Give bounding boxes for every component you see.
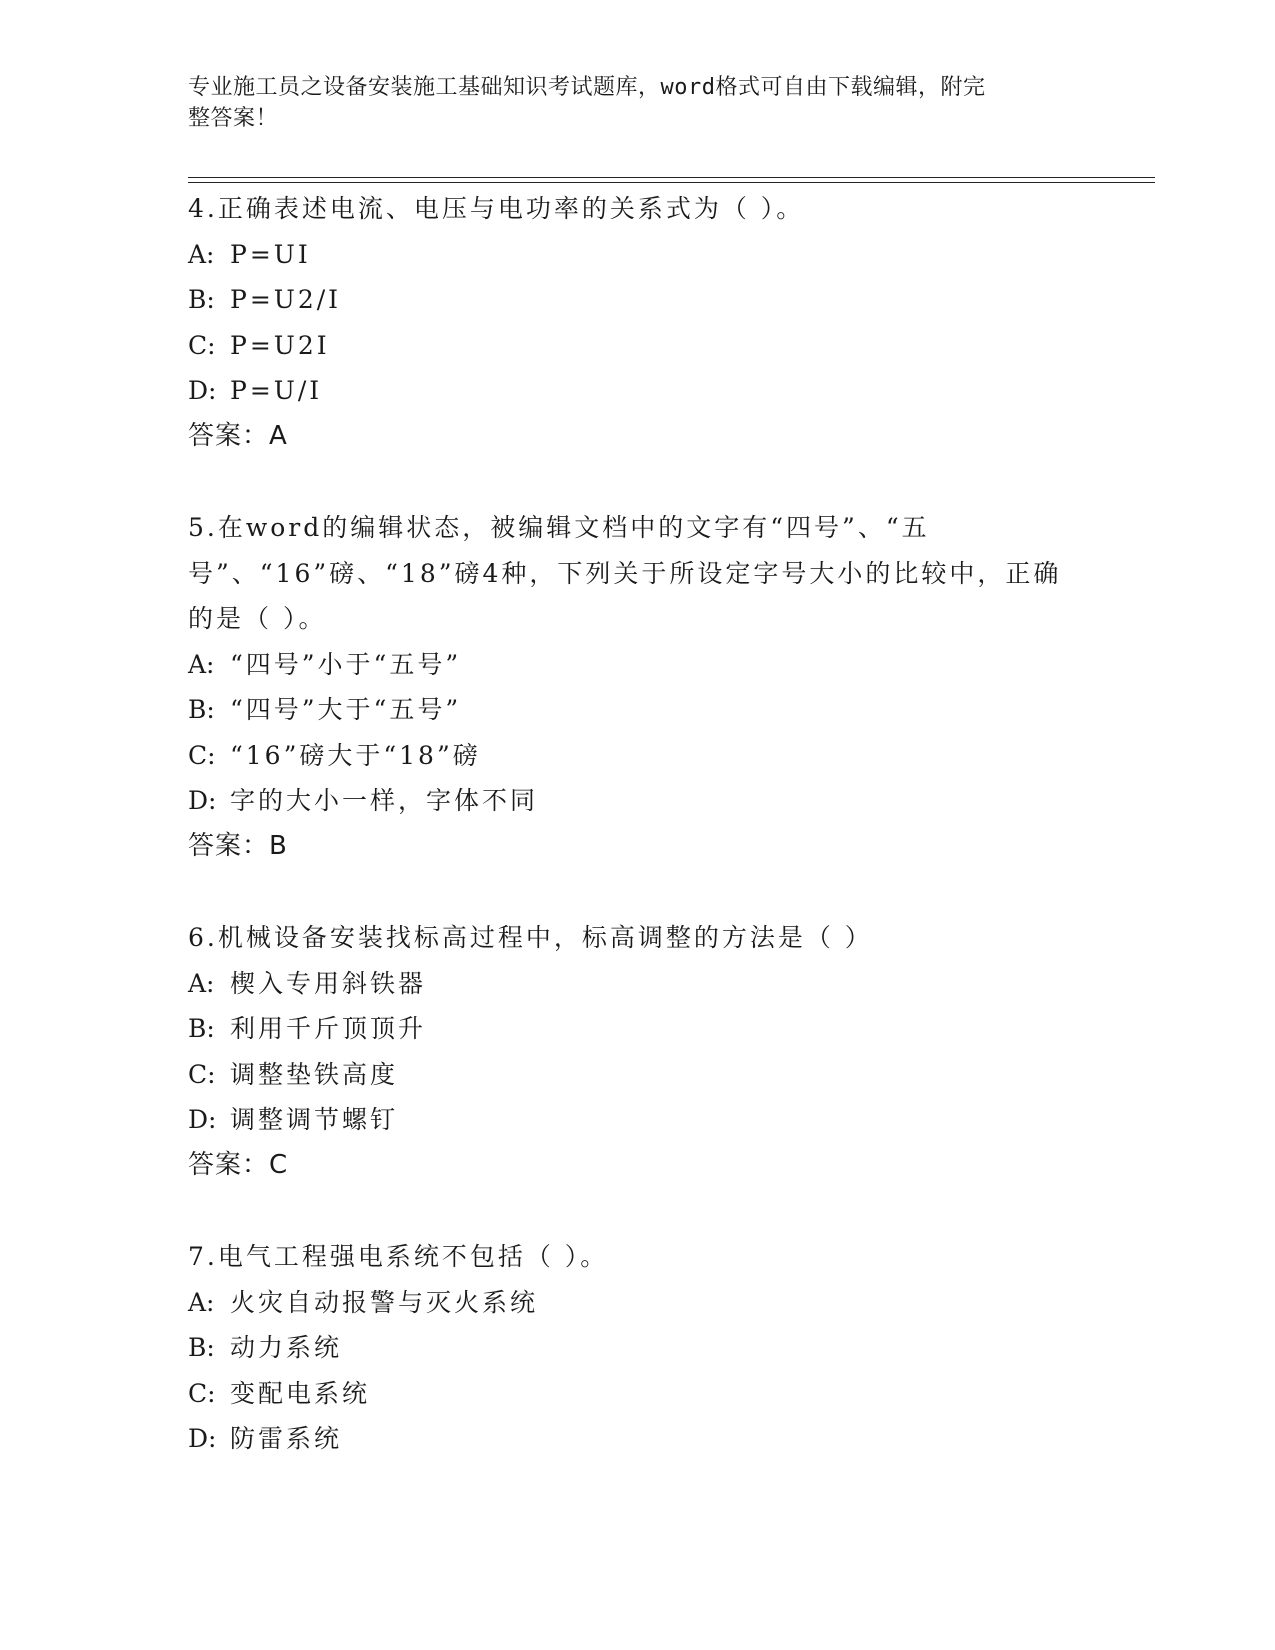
option-c [188, 733, 1068, 779]
option-label: D: [188, 376, 217, 405]
option-text: 动力系统 [230, 1333, 343, 1362]
answer: 答案：A [188, 420, 288, 451]
option-text: “16”磅大于“18”磅 [230, 740, 481, 770]
option-c [188, 1371, 1068, 1417]
option-label: C: [188, 1059, 216, 1089]
option-c [188, 323, 1068, 369]
option-text: 利用千斤顶顶升 [230, 1014, 427, 1043]
option-b [188, 1325, 1068, 1371]
option-label: C: [188, 1378, 216, 1408]
option-text: 调整调节螺钉 [230, 1105, 399, 1134]
option-label: B: [188, 1014, 215, 1043]
option-d [188, 368, 1068, 414]
option-a [188, 642, 1068, 688]
header-line-1: 专业施工员之设备安装施工基础知识考试题库，word格式可自由下载编辑，附完 [188, 75, 986, 100]
question-stem: 5.在word的编辑状态，被编辑文档中的文字有“四号”、“五号”、“16”磅、“18”磅4种，下列关于所设定字号大小的比较中，正确的是（ ）。 [188, 513, 1062, 633]
option-label: B: [188, 285, 215, 314]
header-divider-bottom [188, 182, 1155, 183]
option-text: 防雷系统 [230, 1424, 343, 1453]
option-text: “四号”小于“五号” [230, 649, 462, 679]
header-divider-top [188, 177, 1155, 178]
document-header [188, 72, 1088, 134]
option-a [188, 1280, 1068, 1326]
option-d [188, 1416, 1068, 1462]
option-text: 变配电系统 [230, 1378, 371, 1408]
option-d [188, 1097, 1068, 1143]
option-b [188, 1006, 1068, 1052]
option-text: P=UI [230, 239, 311, 269]
option-label: A: [188, 968, 215, 998]
option-text: P=U2/I [230, 285, 342, 314]
option-text: 字的大小一样，字体不同 [230, 786, 539, 815]
option-text: 调整垫铁高度 [230, 1059, 399, 1089]
option-text: “四号”大于“五号” [230, 695, 462, 724]
header-line-2: 整答案！ [188, 106, 279, 131]
option-text: P=U2I [230, 330, 330, 360]
option-b [188, 687, 1068, 733]
question-stem: 7.电气工程强电系统不包括（ ）。 [188, 1242, 609, 1271]
question-stem: 4.正确表述电流、电压与电功率的关系式为（ ）。 [188, 194, 805, 223]
question-6 [188, 915, 1068, 1188]
option-label: A: [188, 239, 215, 269]
option-b [188, 277, 1068, 323]
answer: 答案：B [188, 830, 288, 861]
question-list [188, 186, 1068, 1508]
option-label: A: [188, 1287, 215, 1317]
option-label: A: [188, 649, 215, 679]
option-text: 火灾自动报警与灭火系统 [230, 1287, 539, 1317]
option-a [188, 232, 1068, 278]
answer: 答案：C [188, 1149, 289, 1180]
option-label: B: [188, 1333, 215, 1362]
question-stem: 6.机械设备安装找标高过程中，标高调整的方法是（ ） [188, 923, 873, 952]
question-4 [188, 186, 1068, 459]
option-a [188, 961, 1068, 1007]
question-7 [188, 1234, 1068, 1462]
option-label: D: [188, 1424, 217, 1453]
option-text: 楔入专用斜铁器 [230, 968, 427, 998]
question-5 [188, 505, 1068, 869]
option-c [188, 1052, 1068, 1098]
option-label: D: [188, 786, 217, 815]
option-label: C: [188, 740, 216, 770]
option-label: D: [188, 1105, 217, 1134]
option-label: B: [188, 695, 215, 724]
option-label: C: [188, 330, 216, 360]
option-text: P=U/I [230, 376, 323, 405]
option-d [188, 778, 1068, 824]
